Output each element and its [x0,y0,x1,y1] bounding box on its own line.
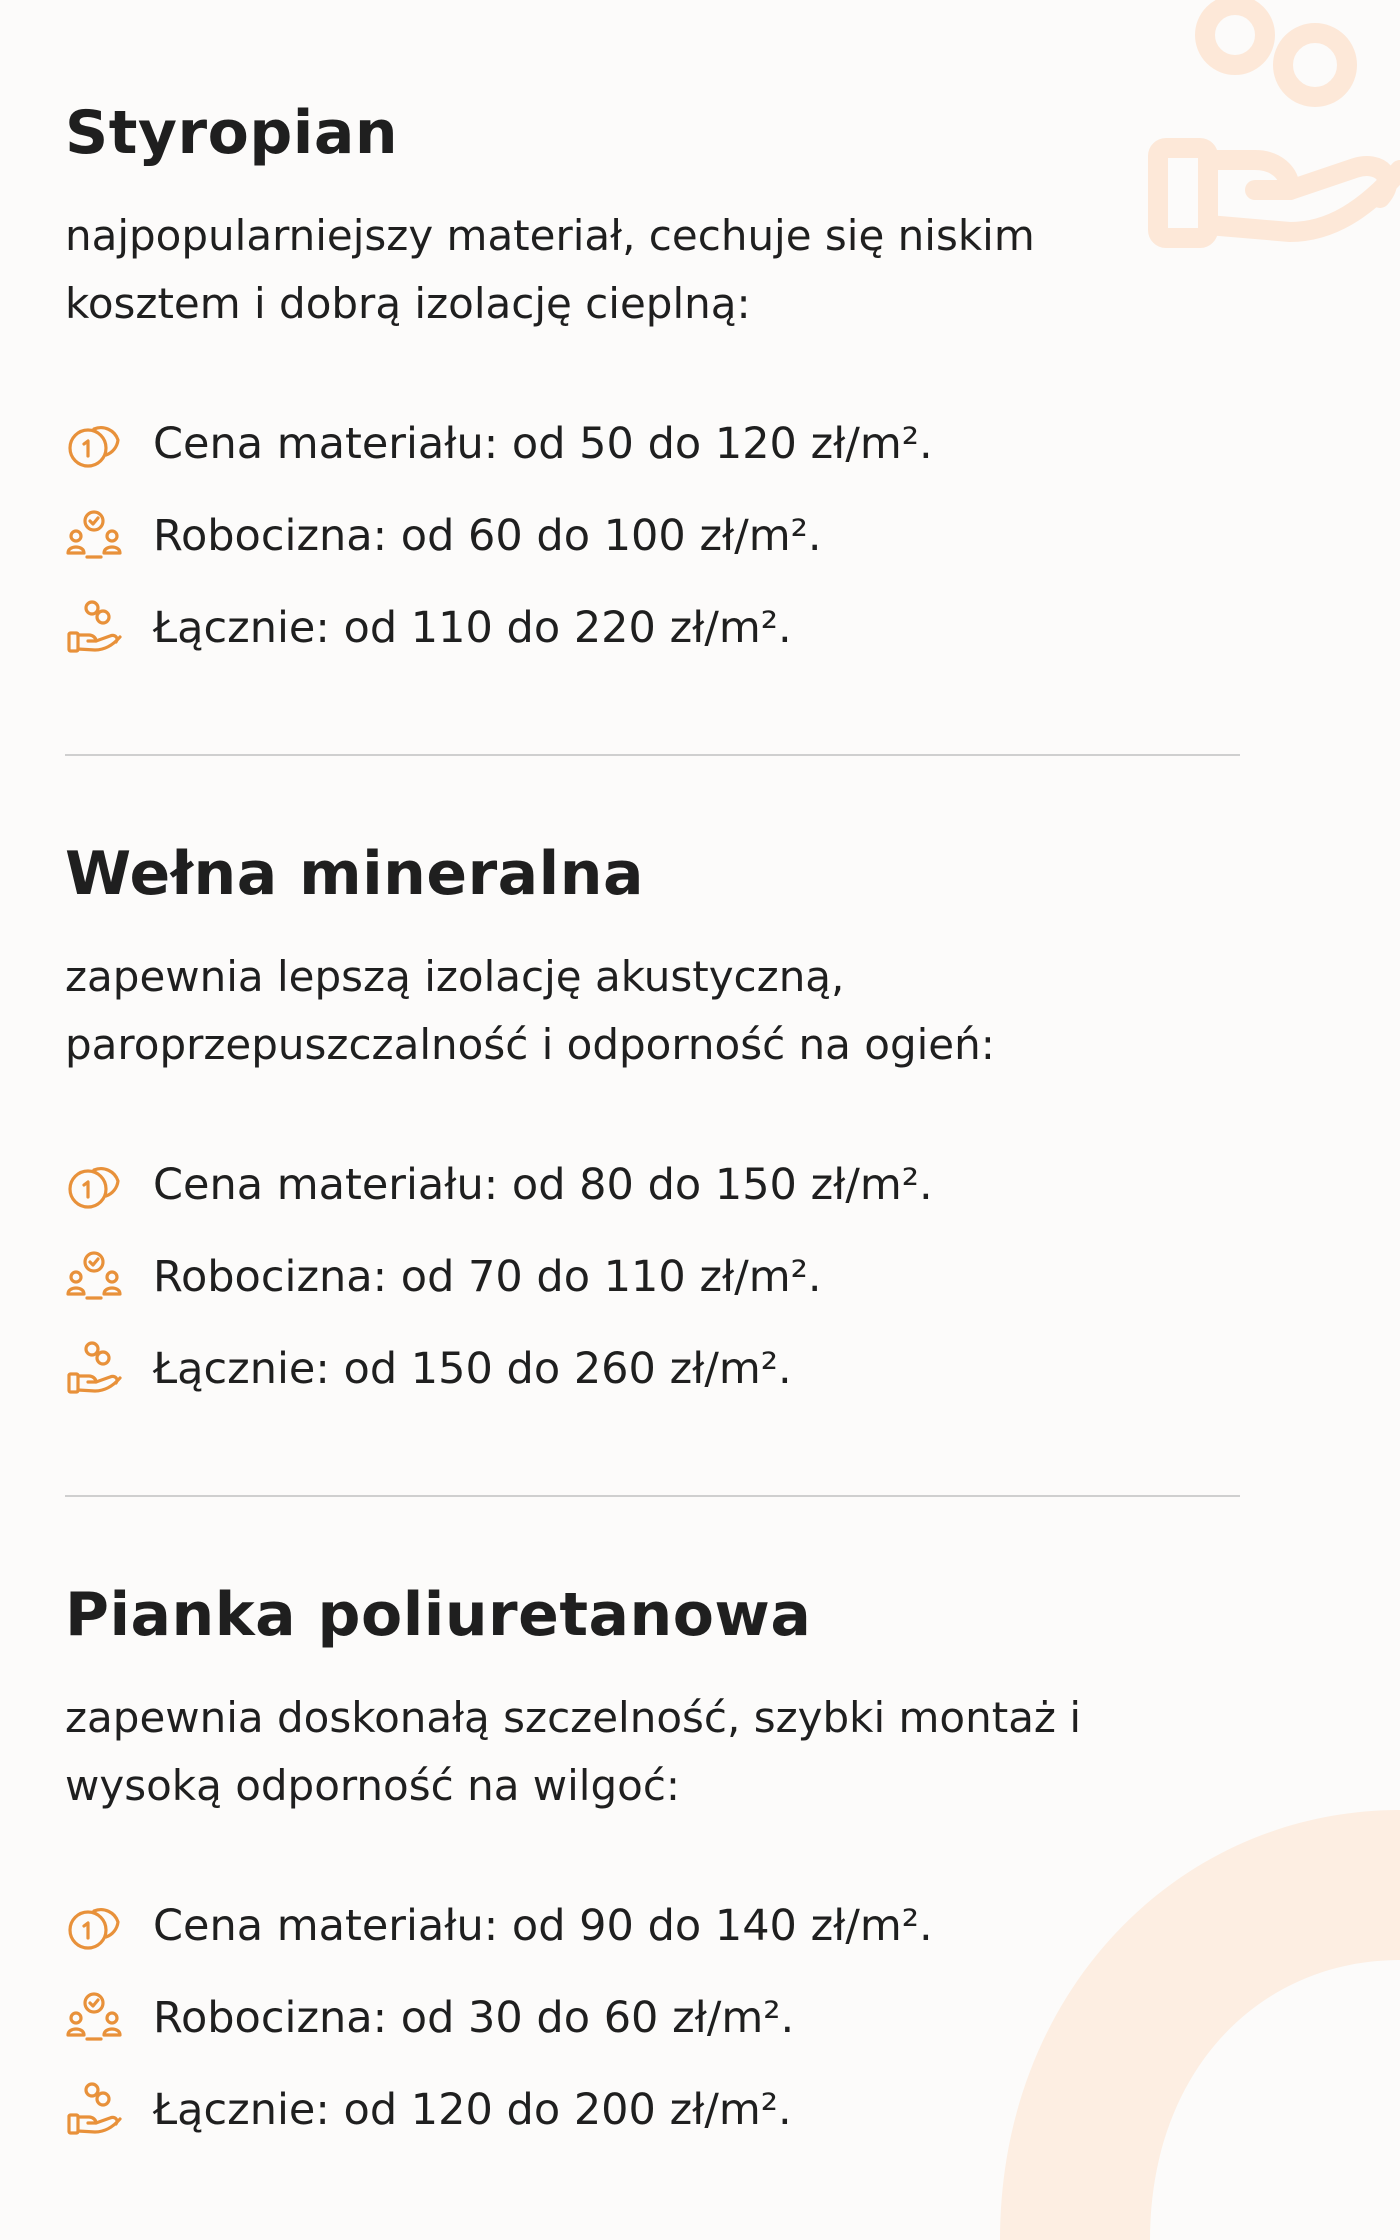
price-item-text: Cena materiału: od 50 do 120 zł/m². [153,419,933,469]
section-description: zapewnia doskonałą szczelność, szybki montaż i wysoką odporność na wilgoć: [65,1693,1081,1810]
section-title: Pianka poliuretanowa [65,1580,812,1650]
insulation-price-content [65,100,1240,2236]
price-item-text: Cena materiału: od 80 do 150 zł/m². [153,1160,933,1210]
price-item-total [65,582,1240,674]
workers-coin-icon [65,1248,123,1306]
section-styropian [65,100,1240,756]
price-item-text: Cena materiału: od 90 do 140 zł/m². [153,1901,933,1951]
coin-icon [65,1897,123,1955]
price-item-material [65,1880,1240,1972]
coin-icon [65,1156,123,1214]
price-item-labor [65,490,1240,582]
price-item-text: Robocizna: od 70 do 110 zł/m². [153,1252,822,1302]
section-description: zapewnia lepszą izolację akustyczną, paroprzepuszczalność i odporność na ogień: [65,952,995,1069]
price-item-labor [65,1231,1240,1323]
price-item-total [65,1323,1240,1415]
price-item-material [65,1139,1240,1231]
section-pianka-poliuretanowa [65,1497,1240,2236]
section-title: Wełna mineralna [65,839,644,909]
price-list [65,1139,1240,1415]
price-item-text: Łącznie: od 110 do 220 zł/m². [153,603,792,653]
price-list [65,398,1240,674]
coin-icon [65,415,123,473]
section-title: Styropian [65,98,399,168]
hand-coins-icon [65,599,123,657]
section-welna-mineralna [65,756,1240,1497]
price-list [65,1880,1240,2156]
section-description: najpopularniejszy materiał, cechuje się niskim kosztem i dobrą izolację cieplną: [65,211,1035,328]
price-item-total [65,2064,1240,2156]
price-item-material [65,398,1240,490]
price-item-text: Łącznie: od 120 do 200 zł/m². [153,2085,792,2135]
hand-coins-icon [65,1340,123,1398]
price-item-text: Łącznie: od 150 do 260 zł/m². [153,1344,792,1394]
workers-coin-icon [65,507,123,565]
price-item-text: Robocizna: od 30 do 60 zł/m². [153,1993,795,2043]
price-item-text: Robocizna: od 60 do 100 zł/m². [153,511,822,561]
hand-coins-icon [65,2081,123,2139]
workers-coin-icon [65,1989,123,2047]
price-item-labor [65,1972,1240,2064]
